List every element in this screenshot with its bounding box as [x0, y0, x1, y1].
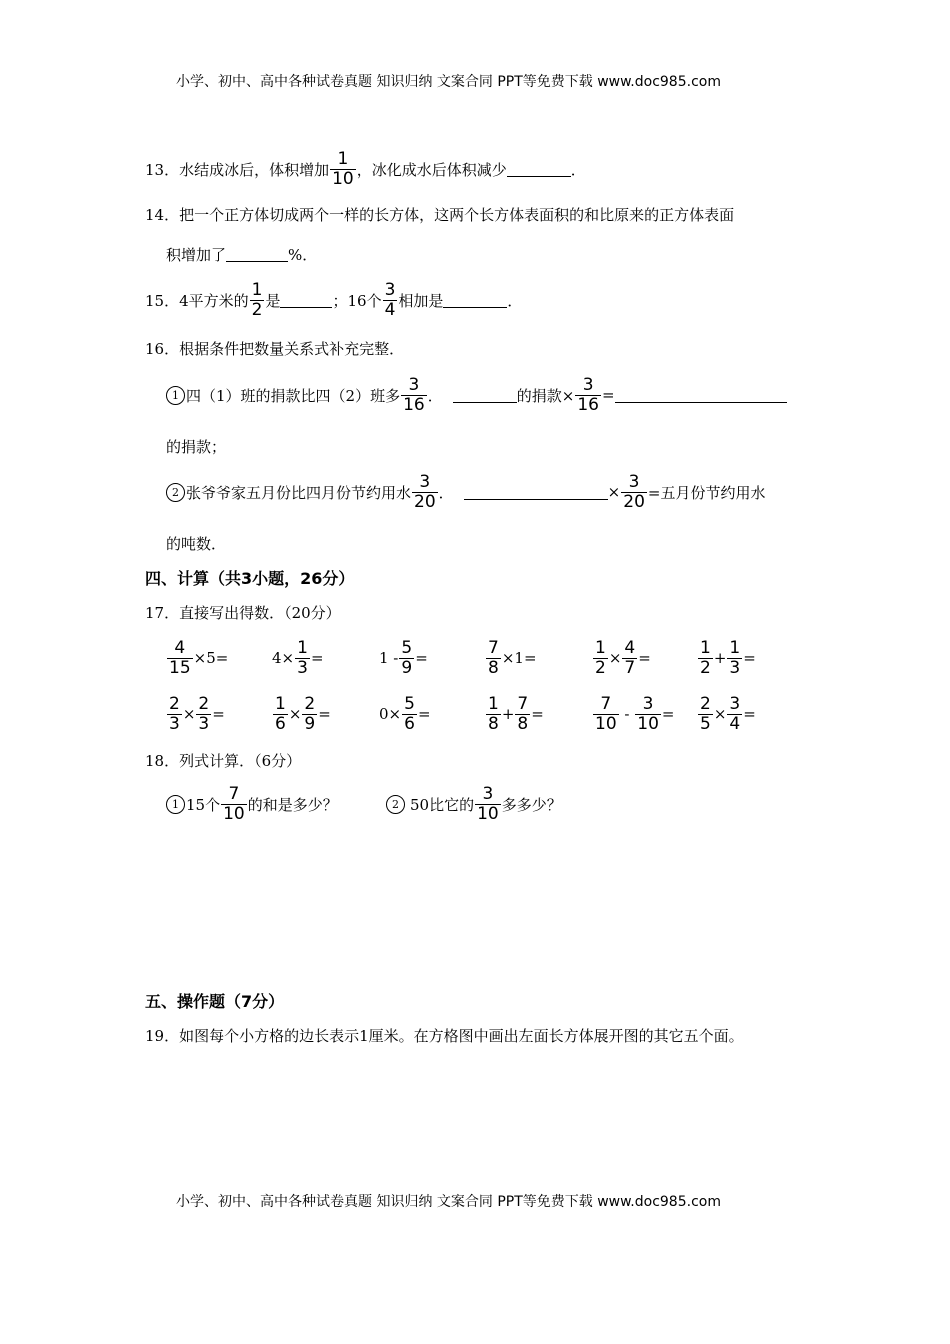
q17-r1d-text: ×1= — [501, 649, 537, 667]
q17-r2e-op: - — [619, 705, 635, 723]
q17-r1-item-b — [272, 634, 324, 682]
q15-text-a: 15．4平方米的 — [145, 291, 249, 310]
question-16-part1-tail: 的捐款； — [166, 437, 227, 456]
q17-r1f-fraction-1: $\frac{1}{2}$ — [700, 637, 711, 678]
q17-r2c-fraction: $\frac{5}{6}$ — [404, 693, 415, 734]
q17-r2c-text: = — [417, 705, 431, 723]
q17-r2a-fraction-2: $\frac{2}{3}$ — [198, 693, 210, 734]
q16-p2-fraction-2: $\frac{3}{20}$ — [623, 471, 645, 512]
question-19: 19．如图每个小方格的边长表示1厘米。在方格图中画出左面长方体展开图的其它五个面。 — [145, 1026, 744, 1045]
question-15 — [145, 278, 522, 322]
q17-r1e-fraction-2: $\frac{4}{7}$ — [624, 637, 636, 678]
q17-r2f-fraction-2: $\frac{3}{4}$ — [729, 693, 741, 734]
q17-r1b-text: = — [310, 649, 324, 667]
q17-r2c-pre: 0× — [379, 705, 402, 723]
q16-p1-answer-blank-1[interactable] — [453, 388, 517, 403]
q14-text-b: %． — [288, 245, 318, 264]
q18-p2-text-a: 50比它的 — [410, 795, 475, 814]
q17-r1c-fraction: $\frac{5}{9}$ — [401, 637, 413, 678]
section-5-title: 五、操作题（7分） — [145, 992, 285, 1011]
q16-p1-text-a: 四（1）班的捐款比四（2）班多 — [186, 386, 401, 405]
q17-r1e-fraction-1: $\frac{1}{2}$ — [595, 637, 606, 678]
q16-p1-fraction-2: $\frac{3}{16}$ — [577, 374, 599, 415]
q17-r1f-fraction-2: $\frac{1}{3}$ — [729, 637, 741, 678]
q16-p1-answer-blank-2[interactable] — [615, 388, 787, 403]
q16-p1-fraction-1: $\frac{3}{16}$ — [403, 374, 425, 415]
q17-r1d-fraction: $\frac{7}{8}$ — [488, 637, 499, 678]
q17-r2-item-d — [485, 690, 544, 738]
q17-r1c-text: = — [415, 649, 428, 667]
question-16-part2 — [166, 470, 765, 514]
q17-r2b-fraction-2: $\frac{2}{9}$ — [304, 693, 316, 734]
q17-r1-item-c — [379, 634, 428, 682]
q13-answer-blank[interactable] — [507, 162, 571, 177]
q18-circle-number-2: 2 — [386, 795, 405, 814]
q17-r2b-fraction-1: $\frac{1}{6}$ — [275, 693, 286, 734]
q13-text-a: 13．水结成冰后，体积增加 — [145, 160, 330, 179]
q18-p1-text-b: 的和是多少？ — [247, 795, 338, 814]
q17-r1a-text: ×5= — [193, 649, 229, 667]
q16-p1-equals: = — [601, 386, 615, 404]
q16-p2-text-c: =五月份节约用水 — [647, 483, 766, 502]
q17-r2e-fraction-2: $\frac{3}{10}$ — [637, 693, 659, 734]
q13-fraction: $\frac{1}{10}$ — [332, 148, 354, 189]
q15-answer-blank-1[interactable] — [280, 293, 332, 308]
page-footer: 小学、初中、高中各种试卷真题 知识归纳 文案合同 PPT等免费下载 www.doc985.com — [176, 1194, 721, 1210]
q17-r1b-pre: 4× — [272, 649, 295, 667]
q18-circle-number-1: 1 — [166, 795, 185, 814]
circle-number-1: 1 — [166, 386, 185, 405]
q15-text-d: 相加是 — [398, 291, 444, 310]
q17-r2e-fraction-1: $\frac{7}{10}$ — [595, 693, 617, 734]
q17-r1e-text: = — [638, 649, 651, 667]
question-18-part2 — [386, 782, 562, 826]
q16-p2-times: × — [607, 483, 621, 501]
q17-r1-item-e — [592, 634, 651, 682]
q17-r2-item-e — [592, 690, 674, 738]
q17-r2-item-b — [272, 690, 331, 738]
q14-answer-blank[interactable] — [226, 247, 288, 262]
q17-r2b-text: = — [318, 705, 331, 723]
q17-r2-item-a — [166, 690, 225, 738]
question-18-title: 18．列式计算．（6分） — [145, 751, 302, 770]
question-14-line1: 14．把一个正方体切成两个一样的长方体，这两个长方体表面积的和比原来的正方体表面 — [145, 205, 735, 224]
q15-fraction-2: $\frac{3}{4}$ — [384, 279, 396, 320]
q16-p1-text-c: 的捐款× — [516, 386, 575, 405]
q17-r2a-op: × — [182, 705, 196, 723]
page-header: 小学、初中、高中各种试卷真题 知识归纳 文案合同 PPT等免费下载 www.doc985.com — [176, 74, 721, 90]
q17-r1a-fraction: $\frac{4}{15}$ — [169, 637, 191, 678]
q17-r2d-text: = — [531, 705, 544, 723]
q17-r1b-fraction: $\frac{1}{3}$ — [297, 637, 308, 678]
q13-text-b: ，冰化成水后体积减少 — [356, 160, 507, 179]
q15-fraction-1: $\frac{1}{2}$ — [251, 279, 263, 320]
q17-r2d-fraction-2: $\frac{7}{8}$ — [517, 693, 529, 734]
q13-text-c: ． — [570, 160, 586, 179]
question-18-part1 — [166, 782, 338, 826]
q15-answer-blank-2[interactable] — [443, 293, 507, 308]
q17-r1-item-d — [485, 634, 537, 682]
q17-r2e-text: = — [661, 705, 675, 723]
question-14-line2 — [166, 232, 317, 276]
question-17-title: 17．直接写出得数．（20分） — [145, 603, 341, 622]
q17-r1c-pre: 1 - — [379, 649, 399, 667]
question-16-part2-tail: 的吨数． — [166, 534, 227, 553]
q17-r2a-text: = — [212, 705, 225, 723]
question-16-title: 16．根据条件把数量关系式补充完整． — [145, 339, 405, 358]
question-13 — [145, 147, 586, 191]
q17-r1f-text: = — [743, 649, 756, 667]
q15-text-b: 是 — [265, 291, 281, 310]
q18-p1-text-a: 15个 — [186, 795, 221, 814]
q16-p2-text-b: ． — [438, 483, 454, 502]
q17-r2-item-f — [697, 690, 756, 738]
q17-r2a-fraction-1: $\frac{2}{3}$ — [169, 693, 180, 734]
q18-p2-text-b: 多多少？ — [501, 795, 562, 814]
q18-p2-fraction: $\frac{3}{10}$ — [477, 783, 499, 824]
q14-text-a: 积增加了 — [166, 245, 227, 264]
q15-text-e: ． — [507, 291, 523, 310]
q18-p1-fraction: $\frac{7}{10}$ — [223, 783, 245, 824]
circle-number-2: 2 — [166, 483, 185, 502]
q17-r1e-op: × — [608, 649, 622, 667]
q17-r2f-fraction-1: $\frac{2}{5}$ — [700, 693, 711, 734]
q17-r2f-text: = — [743, 705, 756, 723]
q15-text-c: ；16个 — [332, 291, 382, 310]
q17-r2-item-c — [379, 690, 431, 738]
q17-r2f-op: × — [713, 705, 727, 723]
q17-r2d-op: + — [501, 705, 515, 723]
q16-p2-answer-blank[interactable] — [464, 485, 608, 500]
q16-p1-text-b: ． — [427, 386, 443, 405]
q17-r2b-op: × — [288, 705, 302, 723]
q16-p2-text-a: 张爷爷家五月份比四月份节约用水 — [186, 483, 412, 502]
q17-r1-item-f — [697, 634, 756, 682]
q17-r1f-op: + — [713, 649, 727, 667]
q17-r2d-fraction-1: $\frac{1}{8}$ — [488, 693, 499, 734]
section-4-title: 四、计算（共3小题，26分） — [145, 569, 355, 588]
question-16-part1 — [166, 373, 787, 417]
q16-p2-fraction-1: $\frac{3}{20}$ — [414, 471, 436, 512]
q17-r1-item-a — [166, 634, 228, 682]
